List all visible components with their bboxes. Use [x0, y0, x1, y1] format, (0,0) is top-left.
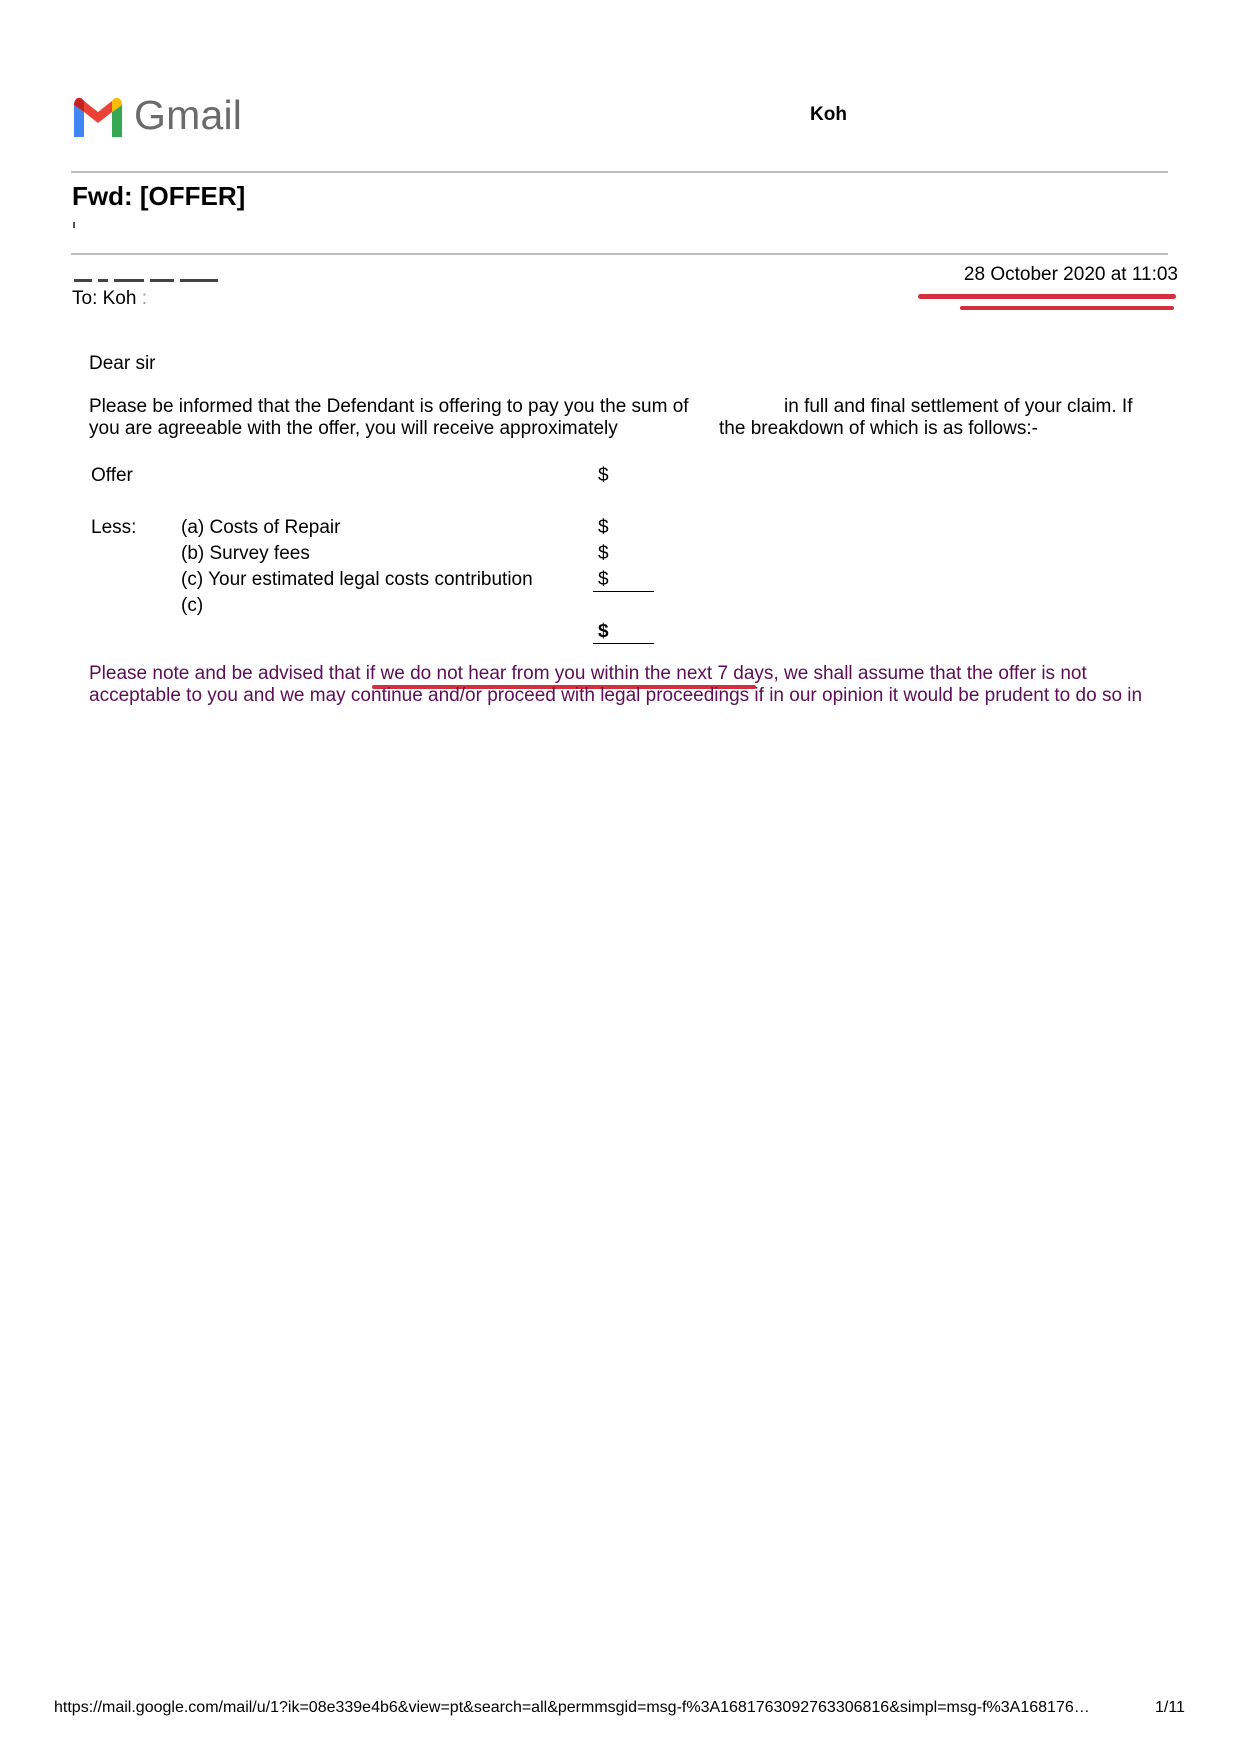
paragraph-1-line-1b: in full and final settlement of your claim. If: [784, 396, 1133, 417]
item-costs-of-repair-amount: $: [598, 517, 609, 538]
gmail-m-icon: [70, 95, 126, 137]
subject-divider: [71, 253, 1168, 255]
recipient-line: [72, 288, 147, 310]
paragraph-1-line-2a: you are agreeable with the offer, you will receive approximately: [89, 418, 618, 439]
note-line-1: [89, 663, 1087, 685]
item-c-extra: (c): [181, 595, 204, 616]
email-date: 28 October 2020 at 11:03: [963, 264, 1178, 285]
item-survey-fees: (b) Survey fees: [181, 543, 310, 564]
greeting: Dear sir: [89, 353, 156, 374]
item-costs-of-repair: (a) Costs of Repair: [181, 517, 341, 538]
gmail-logo: [70, 92, 242, 139]
item-survey-fees-amount: $: [598, 543, 609, 564]
account-name: Koh: [810, 104, 847, 125]
note-line-2: acceptable to you and we may continue and/or proceed with legal proceedings if in our opinion it would be prudent to do so in: [89, 685, 1143, 706]
offer-label: Offer: [91, 465, 133, 486]
recipient-trail: :: [141, 288, 147, 309]
redaction-mark: [73, 222, 75, 228]
header-divider: [71, 171, 1168, 173]
gmail-wordmark: Gmail: [134, 92, 243, 138]
note-line-1-post: , we shall assume that the offer is not: [773, 663, 1087, 684]
email-subject: Fwd: [OFFER]: [72, 181, 246, 211]
less-label: Less:: [91, 517, 137, 538]
paragraph-1-line-2b: the breakdown of which is as follows:-: [719, 418, 1038, 439]
sender-redacted: [74, 279, 218, 282]
recipient-label: To: Koh: [72, 288, 137, 309]
paragraph-1-line-1a: Please be informed that the Defendant is offering to pay you the sum of: [89, 396, 689, 417]
total-amount: $: [593, 621, 654, 644]
print-url: https://mail.google.com/mail/u/1?ik=08e339e4b6&view=pt&search=all&permmsgid=msg-f%3A1681763092763306816&simpl=msg-f%3A168176…: [54, 1699, 1090, 1716]
date-highlight-line-2: [960, 306, 1174, 310]
item-legal-costs-amount: $: [593, 569, 654, 592]
note-highlight: we do not hear from you within the next 7 days: [380, 663, 774, 684]
offer-amount: $: [598, 465, 609, 486]
page-number: 1/11: [1155, 1699, 1185, 1716]
date-highlight-line: [918, 294, 1176, 299]
item-legal-costs: (c) Your estimated legal costs contribution: [181, 569, 533, 590]
note-line-1-pre: Please note and be advised that if: [89, 663, 381, 684]
